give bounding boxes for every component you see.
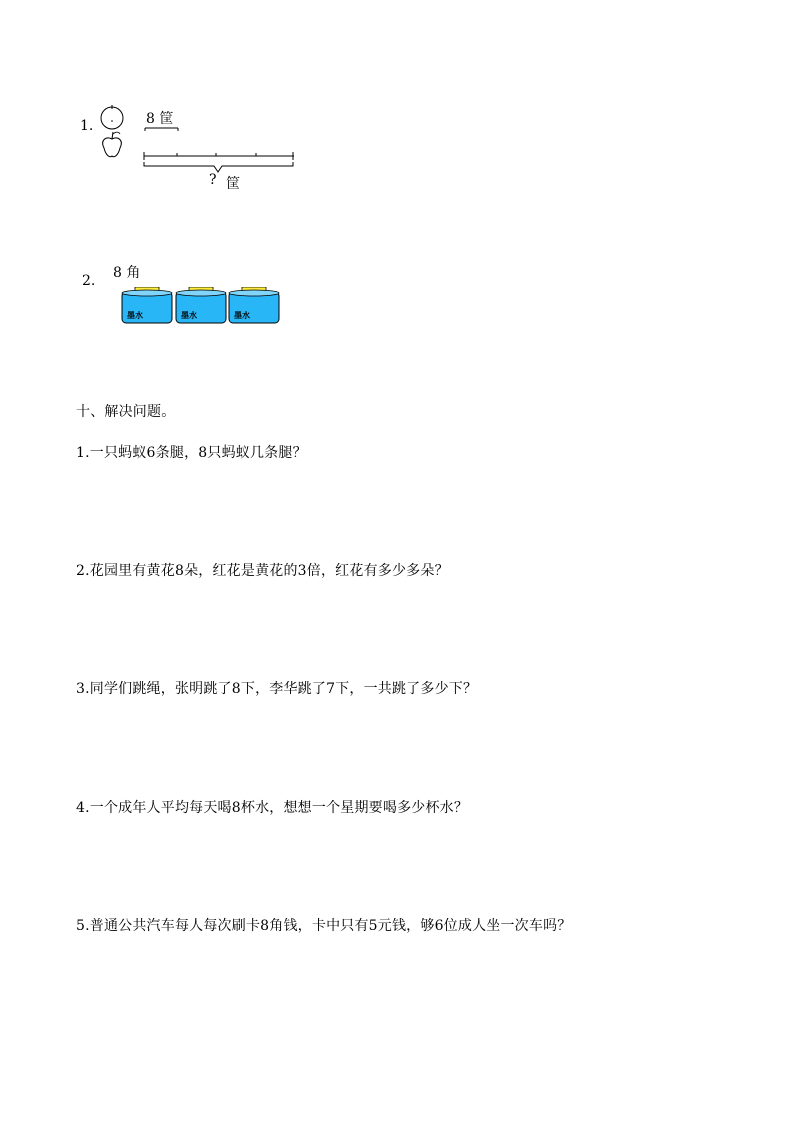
section-title: 十、解决问题。 bbox=[76, 404, 176, 420]
diagram-2-price-label: 8 角 bbox=[113, 265, 141, 281]
ink-jar bbox=[228, 287, 280, 324]
question-1: 1.一只蚂蚁6条腿，8只蚂蚁几条腿？ bbox=[76, 445, 307, 461]
diagram-1-bottom-unit: 筐 bbox=[226, 176, 240, 192]
diagram-1-question-mark: ? bbox=[209, 172, 217, 188]
ink-jar-label: 墨水 bbox=[181, 311, 197, 320]
ink-jar-label: 墨水 bbox=[127, 311, 143, 320]
ink-jar bbox=[121, 287, 173, 324]
question-3: 3.同学们跳绳，张明跳了8下，李华跳了7下，一共跳了多少下？ bbox=[76, 681, 478, 697]
ink-jar-label: 墨水 bbox=[234, 311, 250, 320]
question-2: 2.花园里有黄花8朵，红花是黄花的3倍，红花有多少多朵？ bbox=[76, 563, 449, 579]
ink-jar bbox=[175, 287, 227, 324]
question-4: 4.一个成年人平均每天喝8杯水，想想一个星期要喝多少杯水？ bbox=[76, 800, 469, 816]
diagram-1-top-label: 8 筐 bbox=[146, 111, 174, 127]
diagram-2-number: 2. bbox=[82, 273, 96, 289]
question-5: 5.普通公共汽车每人每次刷卡8角钱，卡中只有5元钱，够6位成人坐一次车吗？ bbox=[76, 918, 572, 934]
segment-diagram bbox=[140, 124, 302, 178]
diagram-1-number: 1. bbox=[80, 118, 94, 134]
fruit-icons bbox=[98, 100, 138, 166]
